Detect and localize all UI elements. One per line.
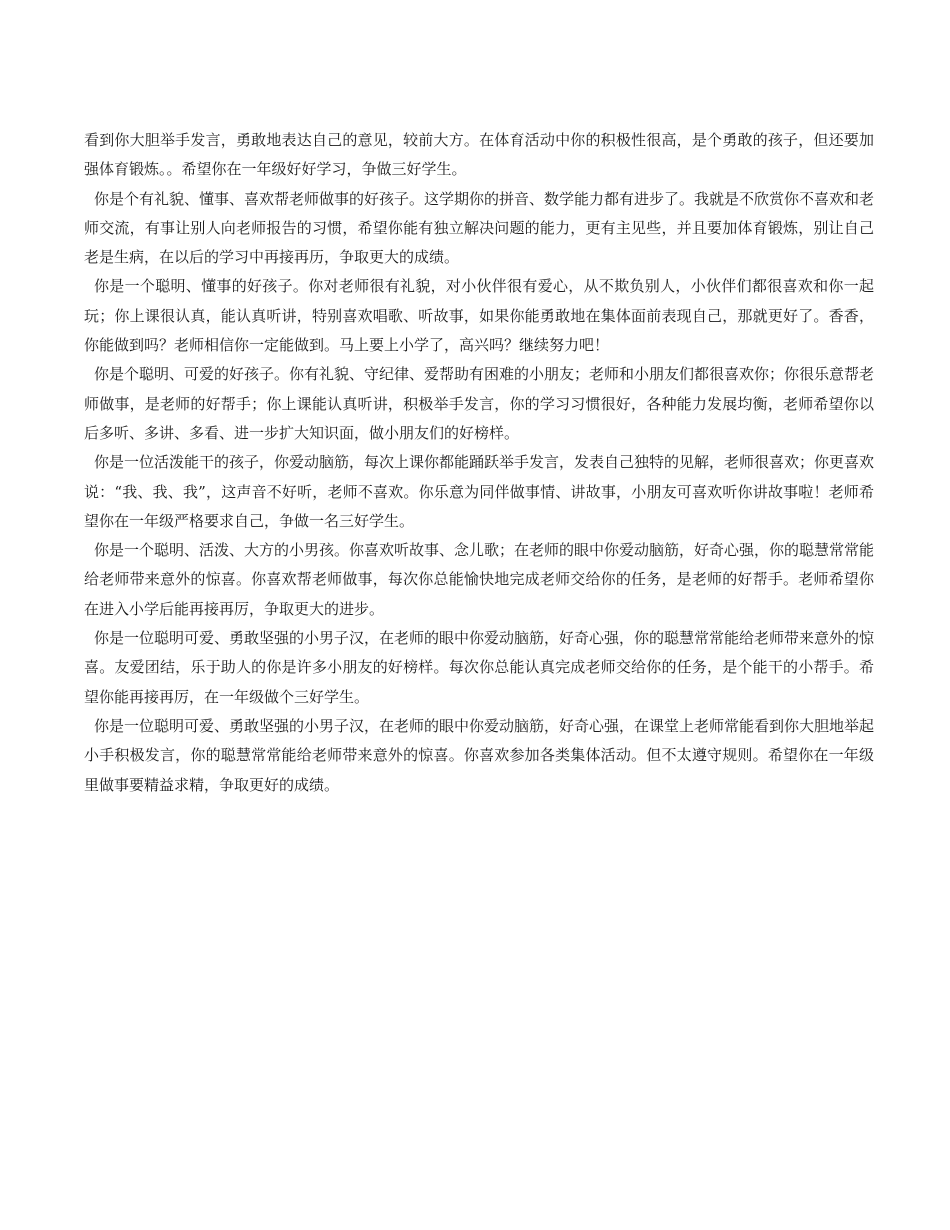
paragraph-4: 你是个聪明、可爱的好孩子。你有礼貌、守纪律、爱帮助有困难的小朋友；老师和小朋友们都很喜欢你；你很乐意帮老师做事，是老师的好帮手；你上课能认真听讲，积极举手发言，你的学习习惯很好，各种能力发展均衡，老师希望你以后多听、多讲、多看、进一步扩大知识面，做小朋友们的好榜样。 — [84, 365, 875, 442]
paragraph-7: 你是一位聪明可爱、勇敢坚强的小男子汉，在老师的眼中你爱动脑筋，好奇心强，你的聪慧常常能给老师带来意外的惊喜。友爱团结，乐于助人的你是许多小朋友的好榜样。每次你总能认真完成老师交给你的任务，是个能干的小帮手。希望你能再接再厉，在一年级做个三好学生。 — [84, 629, 875, 706]
document-body — [84, 126, 874, 800]
paragraph-2: 你是个有礼貌、懂事、喜欢帮老师做事的好孩子。这学期你的拼音、数学能力都有进步了。我就是不欣赏你不喜欢和老师交流，有事让别人向老师报告的习惯，希望你能有独立解决问题的能力，更有主见些，并且要加体育锻炼，别让自己老是生病，在以后的学习中再接再历，争取更大的成绩。 — [84, 189, 875, 267]
paragraph-5: 你是一位活泼能干的孩子，你爱动脑筋，每次上课你都能踊跃举手发言，发表自己独特的见解，老师很喜欢；你更喜欢说：“我、我、我”，这声音不好听，老师不喜欢。你乐意为同伴做事情、讲故事，小朋友可喜欢听你讲故事啦！老师希望你在一年级严格要求自己，争做一名三好学生。 — [84, 453, 875, 530]
paragraph-6: 你是一个聪明、活泼、大方的小男孩。你喜欢听故事、念儿歌；在老师的眼中你爱动脑筋，好奇心强，你的聪慧常常能给老师带来意外的惊喜。你喜欢帮老师做事，每次你总能愉快地完成老师交给你的任务，是老师的好帮手。老师希望你在进入小学后能再接再厉，争取更大的进步。 — [84, 541, 875, 618]
paragraph-8: 你是一位聪明可爱、勇敢坚强的小男子汉，在老师的眼中你爱动脑筋，好奇心强，在课堂上老师常能看到你大胆地举起小手积极发言，你的聪慧常常能给老师带来意外的惊喜。你喜欢参加各类集体活动。但不太遵守规则。希望你在一年级里做事要精益求精，争取更好的成绩。 — [84, 716, 875, 794]
paragraph-1: 看到你大胆举手发言，勇敢地表达自己的意见，较前大方。在体育活动中你的积极性很高，是个勇敢的孩子，但还要加强体育锻炼。。希望你在一年级好好学习，争做三好学生。 — [84, 131, 874, 179]
paragraph-3: 你是一个聪明、懂事的好孩子。你对老师很有礼貌，对小伙伴很有爱心，从不欺负别人，小伙伴们都很喜欢和你一起玩；你上课很认真，能认真听讲，特别喜欢唱歌、听故事，如果你能勇敢地在集体面前表现自己，那就更好了。香香，你能做到吗？老师相信你一定能做到。马上要上小学了，高兴吗？继续努力吧！ — [84, 277, 874, 355]
